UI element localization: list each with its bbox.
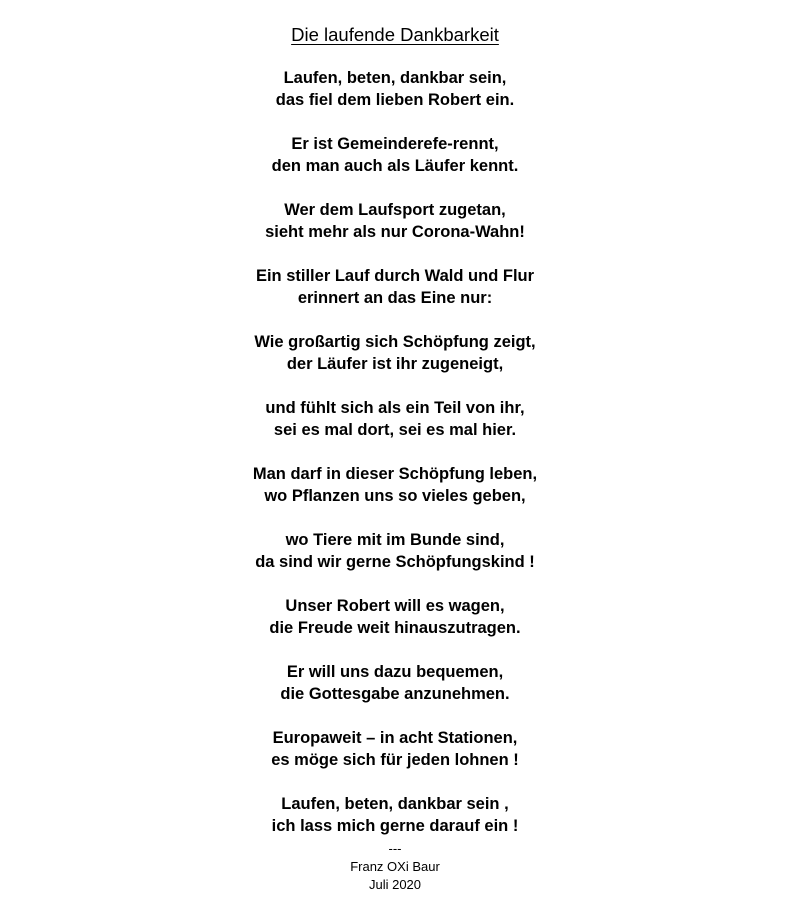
poem-line: wo Pflanzen uns so vieles geben, bbox=[264, 487, 526, 505]
poem-line: Laufen, beten, dankbar sein, bbox=[283, 69, 507, 87]
poem-date: Juli 2020 bbox=[368, 877, 422, 892]
stanza-4 bbox=[0, 265, 790, 309]
poem-line: Wie großartig sich Schöpfung zeigt, bbox=[254, 333, 536, 351]
poem-line: Unser Robert will es wagen, bbox=[285, 597, 505, 615]
poem-line: Europaweit – in acht Stationen, bbox=[272, 729, 518, 747]
poem-body bbox=[0, 67, 790, 859]
stanza-7 bbox=[0, 463, 790, 507]
poem-line: sieht mehr als nur Corona-Wahn! bbox=[265, 223, 525, 241]
stanza-1 bbox=[0, 67, 790, 111]
poem-line: die Gottesgabe anzunehmen. bbox=[280, 685, 510, 703]
poem-line: und fühlt sich als ein Teil von ihr, bbox=[265, 399, 525, 417]
stanza-6 bbox=[0, 397, 790, 441]
stanza-12 bbox=[0, 793, 790, 837]
stanza-11 bbox=[0, 727, 790, 771]
stanza-8 bbox=[0, 529, 790, 573]
poem-line: Er will uns dazu bequemen, bbox=[286, 663, 504, 681]
poem-line: Man darf in dieser Schöpfung leben, bbox=[252, 465, 538, 483]
poem-line: wo Tiere mit im Bunde sind, bbox=[285, 531, 505, 549]
poem-line: erinnert an das Eine nur: bbox=[297, 289, 493, 307]
poem-line: ich lass mich gerne darauf ein ! bbox=[271, 817, 519, 835]
stanza-2 bbox=[0, 133, 790, 177]
author-name: Franz OXi Baur bbox=[350, 859, 440, 874]
poem-footer bbox=[0, 840, 790, 894]
footer-separator: --- bbox=[388, 841, 402, 856]
stanza-10 bbox=[0, 661, 790, 705]
poem-line: Ein stiller Lauf durch Wald und Flur bbox=[255, 267, 535, 285]
poem-line: die Freude weit hinauszutragen. bbox=[269, 619, 521, 637]
poem-line: den man auch als Läufer kennt. bbox=[271, 157, 519, 175]
poem-line: das fiel dem lieben Robert ein. bbox=[275, 91, 515, 109]
poem-line: Er ist Gemeinderefe-rennt, bbox=[291, 135, 499, 153]
poem-title: Die laufende Dankbarkeit bbox=[291, 24, 499, 45]
stanza-5 bbox=[0, 331, 790, 375]
stanza-9 bbox=[0, 595, 790, 639]
poem-line: es möge sich für jeden lohnen ! bbox=[271, 751, 519, 769]
poem-line: sei es mal dort, sei es mal hier. bbox=[273, 421, 517, 439]
poem-line: Wer dem Laufsport zugetan, bbox=[284, 201, 506, 219]
poem-line: Laufen, beten, dankbar sein , bbox=[281, 795, 509, 813]
poem-line: der Läufer ist ihr zugeneigt, bbox=[286, 355, 504, 373]
stanza-3 bbox=[0, 199, 790, 243]
poem-line: da sind wir gerne Schöpfungskind ! bbox=[255, 553, 535, 571]
